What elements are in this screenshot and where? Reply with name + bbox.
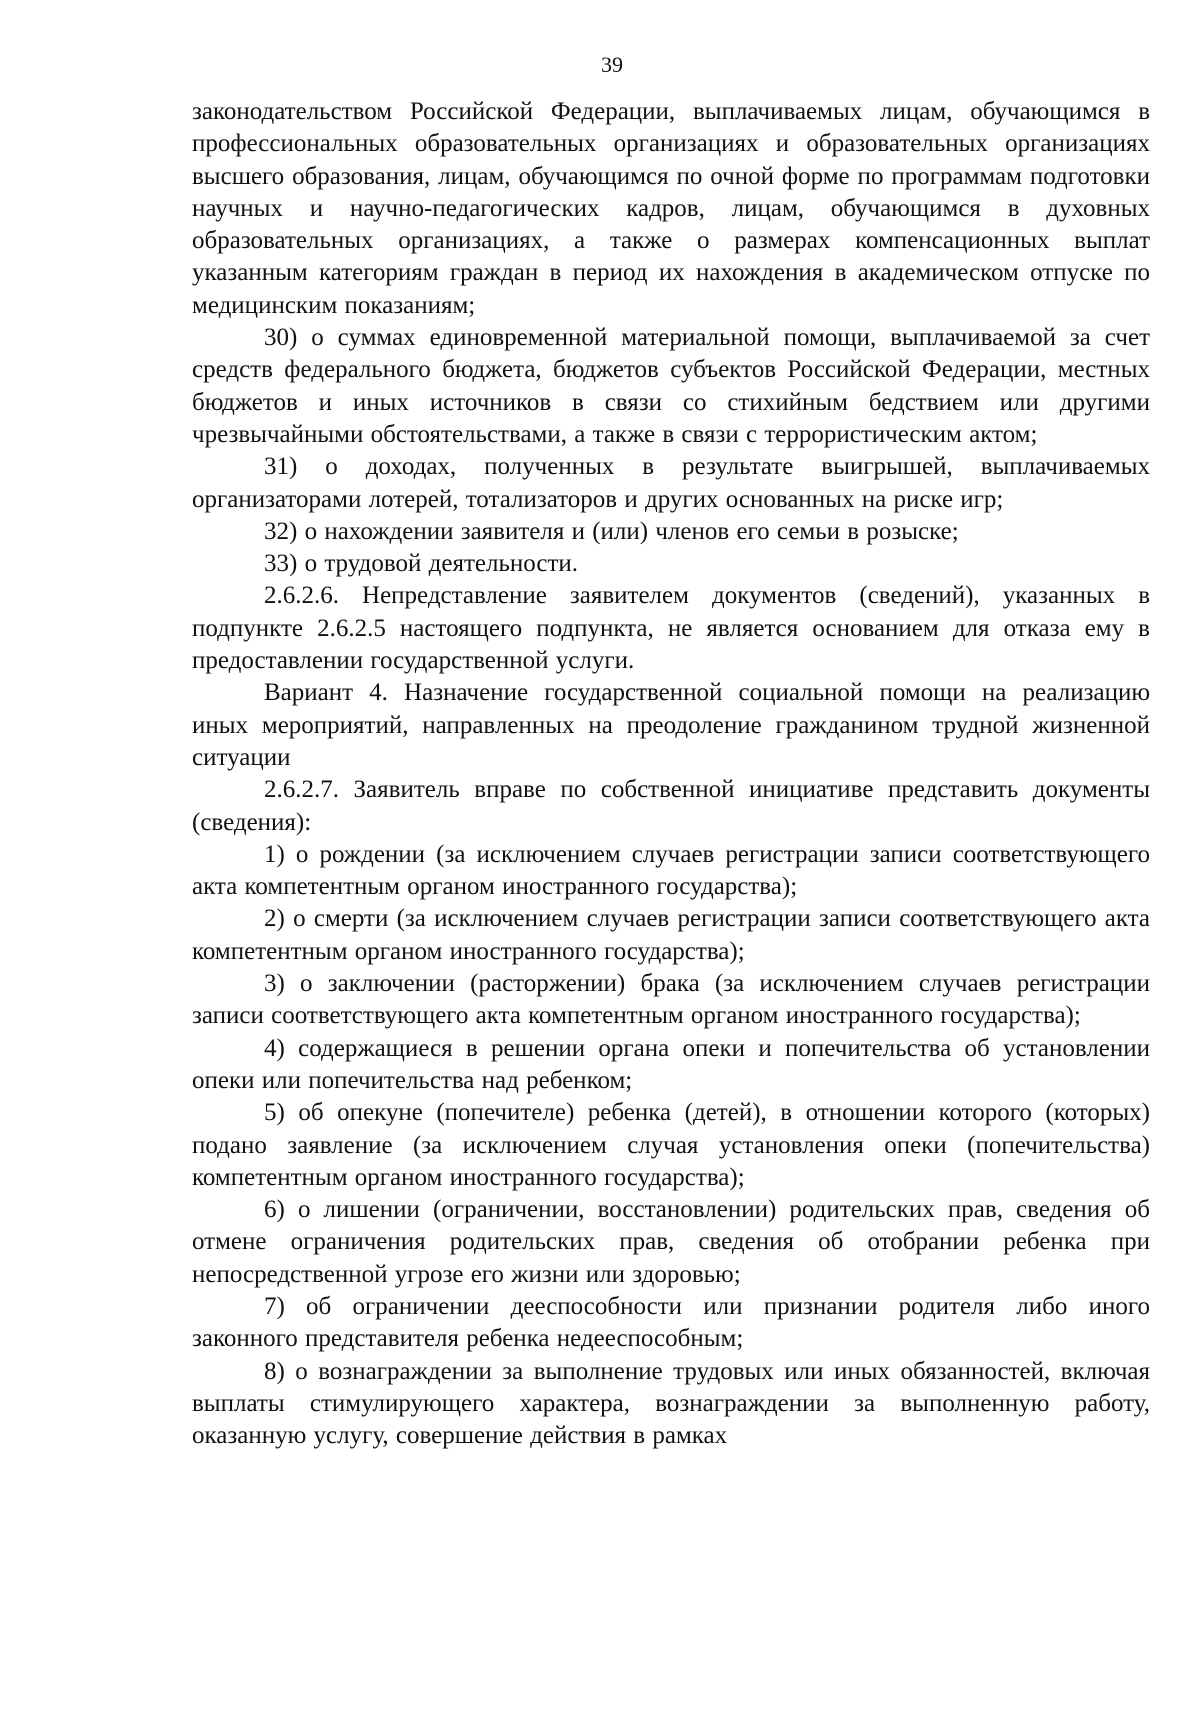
- document-body: [192, 96, 1150, 1452]
- variant-4-heading: Вариант 4. Назначение государственной социальной помощи на реализацию иных мероприятий, направленных на преодоление гражданином трудной жизненной ситуации: [192, 679, 1150, 771]
- list-item-6: 6) о лишении (ограничении, восстановлении) родительских прав, сведения об отмене ограничения родительских прав, сведения об отобрании ребенка при непосредственной угрозе его жизни или здоровью;: [192, 1196, 1150, 1288]
- list-item-4: 4) содержащиеся в решении органа опеки и попечительства об установлении опеки или попечительства над ребенком;: [192, 1034, 1150, 1094]
- paragraph-continuation: законодательством Российской Федерации, выплачиваемых лицам, обучающимся в профессиональных образовательных организациях и образовательных организациях высшего образования, лицам, обучающимся по очной форме по программам подготовки научных и научно-педагогических кадров, лицам, обучающимся в духовных образовательных организациях, а также о размерах компенсационных выплат указанным категориям граждан в период их нахождения в академическом отпуске по медицинским показаниям;: [192, 98, 1150, 319]
- page-number: 39: [601, 52, 623, 77]
- clause-2-6-2-6: 2.6.2.6. Непредставление заявителем документов (сведений), указанных в подпункте 2.6.2.5 настоящего подпункта, не является основанием для отказа ему в предоставлении государственной услуги.: [192, 582, 1150, 675]
- list-item-2: 2) о смерти (за исключением случаев регистрации записи соответствующего акта компетентным органом иностранного государства);: [192, 905, 1150, 965]
- list-item-30: 30) о суммах единовременной материальной помощи, выплачиваемой за счет средств федерального бюджета, бюджетов субъектов Российской Федерации, местных бюджетов и иных источников в связи со стихийным бедствием или другими чрезвычайными обстоятельствами, а также в связи с террористическим актом;: [192, 324, 1150, 448]
- clause-2-6-2-7: 2.6.2.7. Заявитель вправе по собственной инициативе представить документы (сведения):: [192, 776, 1150, 836]
- list-item-32: 32) о нахождении заявителя и (или) членов его семьи в розыске;: [264, 517, 959, 545]
- list-item-1: 1) о рождении (за исключением случаев регистрации записи соответствующего акта компетентным органом иностранного государства);: [192, 840, 1150, 901]
- list-item-33: 33) о трудовой деятельности.: [264, 550, 578, 578]
- list-item-5: 5) об опекуне (попечителе) ребенка (детей), в отношении которого (которых) подано заявление (за исключением случая установления опеки (попечительства) компетентным органом иностранного государства);: [192, 1099, 1150, 1191]
- list-item-8: 8) о вознаграждении за выполнение трудовых или иных обязанностей, включая выплаты стимулирующего характера, вознаграждении за выполненную работу, оказанную услугу, совершение действия в рамках: [192, 1357, 1150, 1450]
- list-item-31: 31) о доходах, полученных в результате выигрышей, выплачиваемых организаторами лотерей, тотализаторов и других основанных на риске игр;: [192, 453, 1150, 513]
- list-item-7: 7) об ограничении дееспособности или признании родителя либо иного законного представителя ребенка недееспособным;: [192, 1292, 1150, 1353]
- list-item-3: 3) о заключении (расторжении) брака (за исключением случаев регистрации записи соответствующего акта компетентным органом иностранного государства);: [192, 970, 1150, 1030]
